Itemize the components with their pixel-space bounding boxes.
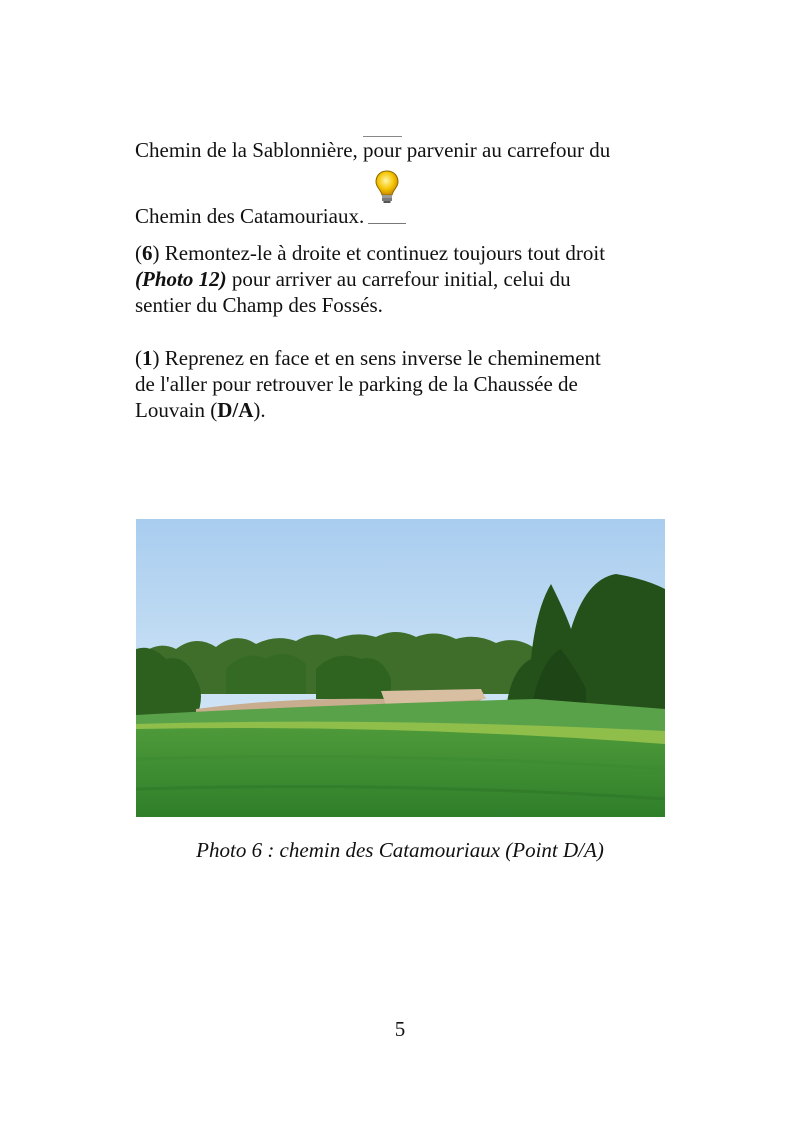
lightbulb-icon[interactable] <box>368 187 408 227</box>
photo-caption: Photo 6 : chemin des Catamouriaux (Point D/A) <box>196 838 604 862</box>
text-line: (Photo 12) pour arriver au carrefour initial, celui du <box>135 267 571 291</box>
text-span: Chemin des Catamouriaux. <box>135 204 365 228</box>
text-line: de l'aller pour retrouver le parking de la Chaussée de <box>135 372 578 396</box>
paragraph-step-6 <box>135 240 605 318</box>
text-span: parvenir au carrefour du <box>401 138 611 162</box>
text-line-1 <box>135 137 610 163</box>
text-span: Chemin de la Sablonnière, <box>135 138 364 162</box>
text-line-2 <box>135 187 408 229</box>
page-number: 5 <box>394 1017 406 1041</box>
text-line: sentier du Champ des Fossés. <box>135 293 383 317</box>
photo-reference: (Photo 12) <box>135 267 227 291</box>
landscape-photo <box>136 519 665 817</box>
pour-link[interactable]: pour <box>363 138 402 162</box>
text-line: Louvain (D/A). <box>135 398 266 422</box>
text-line: (6) Remontez-le à droite et continuez toujours tout droit <box>135 241 606 265</box>
text-line: (1) Reprenez en face et en sens inverse le cheminement <box>135 346 601 370</box>
step-number: 1 <box>142 346 153 370</box>
point-label: D/A <box>217 398 254 422</box>
step-number: 6 <box>142 241 153 265</box>
paragraph-step-1 <box>135 345 601 423</box>
